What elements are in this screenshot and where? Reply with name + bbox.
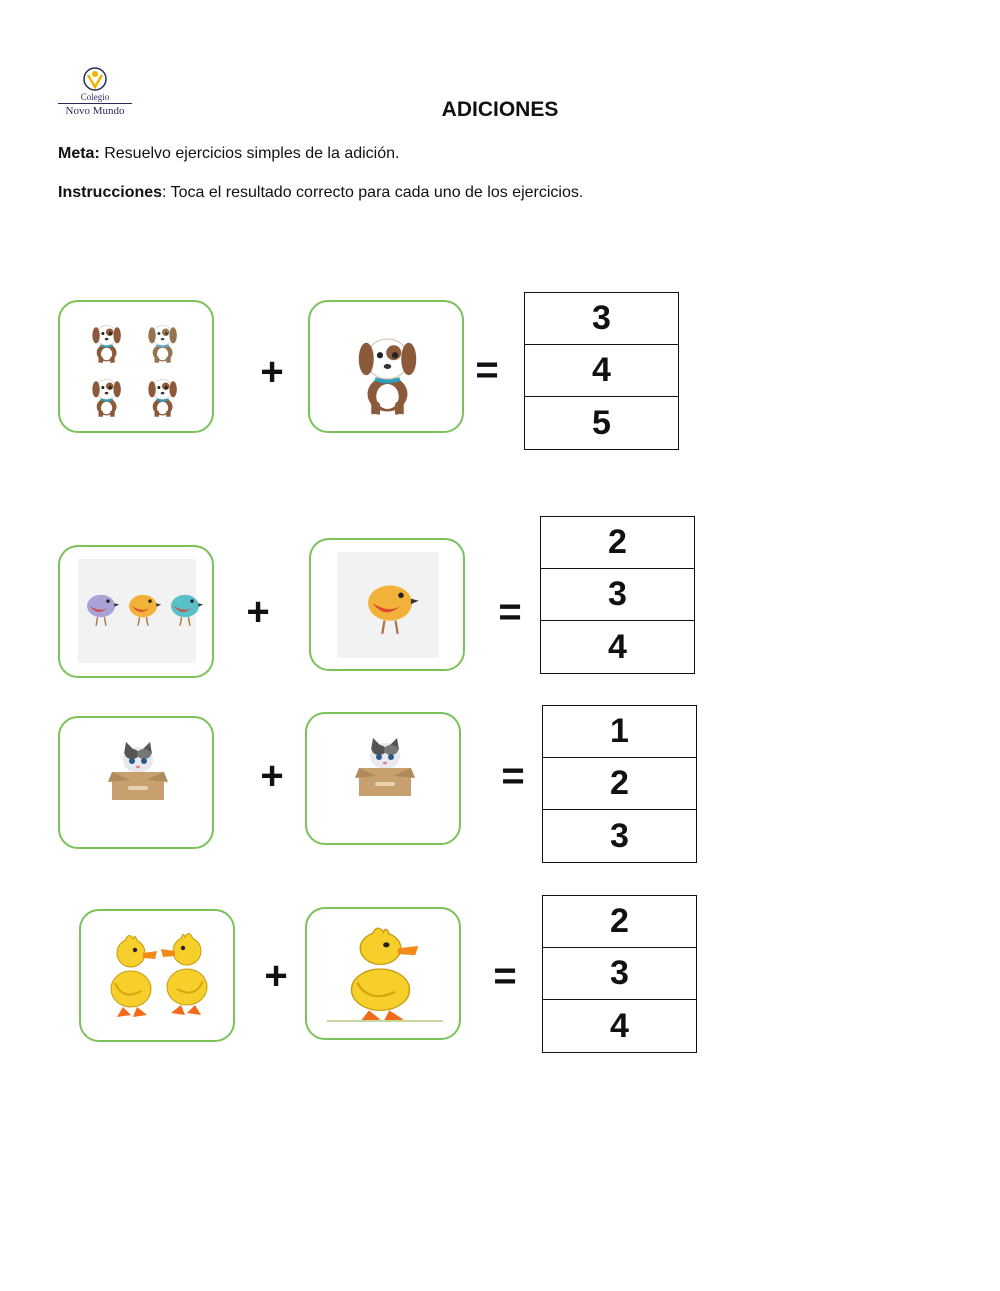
cat-in-box-icon xyxy=(307,714,463,847)
exercise-3-equals-sign: = xyxy=(501,754,525,798)
exercise-2-equals-sign: = xyxy=(498,590,522,634)
exercise-4-plus-sign: + xyxy=(264,954,288,998)
bird-icon xyxy=(311,540,467,673)
exercise-4-answer-options xyxy=(542,895,697,1053)
logo-line-1: Colegio xyxy=(80,92,110,102)
exercise-1-answer-options xyxy=(524,292,679,450)
goal-label: Meta: xyxy=(58,145,100,162)
exercise-4-option-1[interactable]: 2 xyxy=(543,896,696,948)
exercise-3-option-1[interactable]: 1 xyxy=(543,706,696,758)
page-title: ADICIONES xyxy=(441,98,559,121)
instructions-line xyxy=(58,184,583,202)
exercise-4-option-3[interactable]: 4 xyxy=(610,1006,629,1045)
exercise-2-right-card xyxy=(309,538,465,671)
instructions-text: : Toca el resultado correcto para cada uno de los ejercicios. xyxy=(162,184,584,201)
exercise-3-answer-options xyxy=(542,705,697,863)
exercise-2-option-2[interactable]: 3 xyxy=(541,569,694,621)
exercise-2-plus-sign: + xyxy=(246,590,270,634)
duck-icon xyxy=(307,909,463,1042)
dog-icon xyxy=(310,302,466,435)
exercise-4-option-2[interactable]: 3 xyxy=(543,948,696,1000)
exercise-1-left-card xyxy=(58,300,214,433)
exercise-1-option-2[interactable]: 4 xyxy=(525,345,678,397)
exercise-3-plus-sign: + xyxy=(260,754,284,798)
exercise-3-left-card xyxy=(58,716,214,849)
exercise-2-option-1[interactable]: 2 xyxy=(541,517,694,569)
exercise-1-option-3[interactable]: 5 xyxy=(592,403,611,442)
exercise-3-right-card xyxy=(305,712,461,845)
exercise-4-equals-sign: = xyxy=(493,954,517,998)
exercise-4-left-card xyxy=(79,909,235,1042)
exercise-1-right-card xyxy=(308,300,464,433)
exercise-3-option-3[interactable]: 3 xyxy=(610,816,629,855)
logo-emblem-icon xyxy=(81,66,109,92)
exercise-1-plus-sign: + xyxy=(260,350,284,394)
instructions-label: Instrucciones xyxy=(58,184,163,201)
exercise-2-option-3[interactable]: 4 xyxy=(608,627,627,666)
goal-line xyxy=(58,145,399,163)
exercise-2-answer-options xyxy=(540,516,695,674)
duck-icon xyxy=(81,911,237,1044)
exercise-3-option-2[interactable]: 2 xyxy=(543,758,696,810)
cat-in-box-icon xyxy=(60,718,216,851)
bird-icon xyxy=(60,547,216,680)
goal-text: Resuelvo ejercicios simples de la adición. xyxy=(99,145,400,162)
logo-line-2: Novo Mundo xyxy=(58,103,132,117)
dog-icon xyxy=(60,302,216,435)
exercise-1-option-1[interactable]: 3 xyxy=(525,293,678,345)
exercise-2-left-card xyxy=(58,545,214,678)
exercise-4-right-card xyxy=(305,907,461,1040)
exercise-1-equals-sign: = xyxy=(475,348,499,392)
